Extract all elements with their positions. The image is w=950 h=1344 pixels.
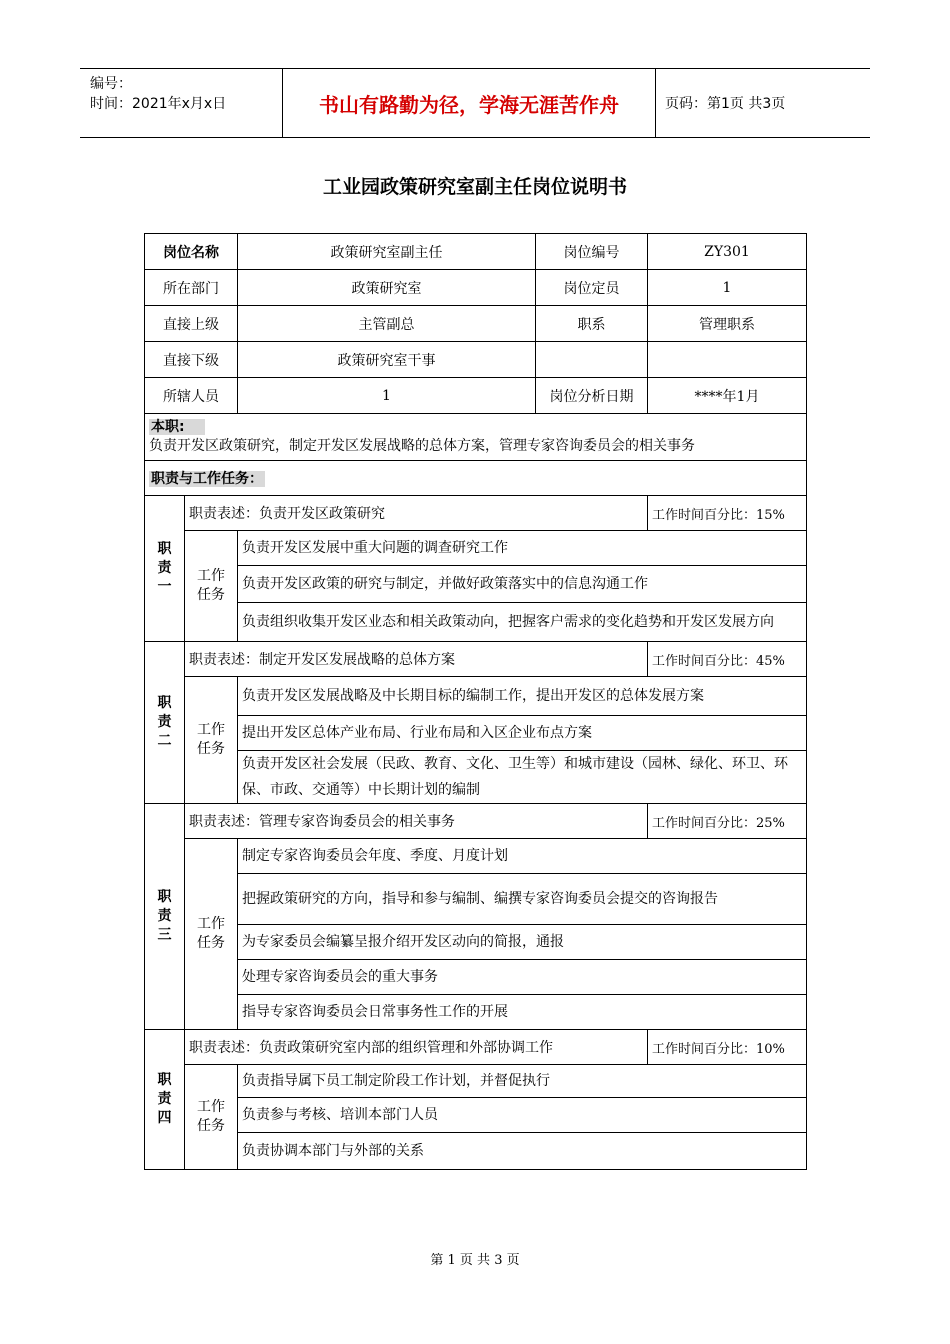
info-key: 岗位定员	[536, 270, 648, 306]
task-label: 工作 任务	[185, 1065, 238, 1170]
task-row	[145, 1098, 807, 1133]
task-item: 为专家委员会编纂呈报介绍开发区动向的简报，通报	[238, 925, 807, 960]
task-label: 工作 任务	[185, 531, 238, 642]
info-value: 政策研究室副主任	[238, 234, 536, 270]
duty-statement-row	[145, 804, 807, 839]
duty-percentage: 工作时间百分比：25%	[648, 804, 807, 839]
info-row	[145, 234, 807, 270]
task-item: 负责开发区政策的研究与制定，并做好政策落实中的信息沟通工作	[238, 566, 807, 603]
task-row	[145, 995, 807, 1030]
task-row	[145, 874, 807, 925]
task-row	[145, 1133, 807, 1170]
task-item: 制定专家咨询委员会年度、季度、月度计划	[238, 839, 807, 874]
duty-percentage: 工作时间百分比：10%	[648, 1030, 807, 1065]
page-footer: 第 1 页 共 3 页	[430, 1253, 520, 1268]
duty-statement: 职责表述：制定开发区发展战略的总体方案	[185, 642, 648, 677]
job-description-table	[144, 233, 807, 1170]
duty-summary-text: 负责开发区政策研究，制定开发区发展战略的总体方案，管理专家咨询委员会的相关事务	[149, 438, 695, 454]
info-value: 1	[238, 378, 536, 414]
info-row	[145, 378, 807, 414]
task-label: 工作 任务	[185, 839, 238, 1030]
task-item: 负责开发区发展中重大问题的调查研究工作	[238, 531, 807, 566]
info-row	[145, 270, 807, 306]
task-row	[145, 677, 807, 716]
duty-statement: 职责表述：负责政策研究室内部的组织管理和外部协调工作	[185, 1030, 648, 1065]
task-item: 负责组织收集开发区业态和相关政策动向，把握客户需求的变化趋势和开发区发展方向	[238, 603, 807, 642]
info-value: 政策研究室	[238, 270, 536, 306]
task-row	[145, 751, 807, 804]
duty-statement: 职责表述：管理专家咨询委员会的相关事务	[185, 804, 648, 839]
info-value: 1	[648, 270, 807, 306]
info-key: 直接下级	[145, 342, 238, 378]
info-value: 政策研究室干事	[238, 342, 536, 378]
task-item: 指导专家咨询委员会日常事务性工作的开展	[238, 995, 807, 1030]
info-key: 所在部门	[145, 270, 238, 306]
task-row	[145, 960, 807, 995]
page-info: 页码：第1页 共3页	[665, 96, 786, 112]
motto: 书山有路勤为径，学海无涯苦作舟	[282, 69, 656, 137]
task-item: 提出开发区总体产业布局、行业布局和入区企业布点方案	[238, 716, 807, 751]
info-key: 岗位分析日期	[536, 378, 648, 414]
info-value	[648, 342, 807, 378]
task-item: 负责协调本部门与外部的关系	[238, 1133, 807, 1170]
info-value: 管理职系	[648, 306, 807, 342]
duty-statement: 职责表述：负责开发区政策研究	[185, 496, 648, 531]
duty-label: 职 责 二	[145, 642, 185, 804]
task-row	[145, 531, 807, 566]
task-row	[145, 566, 807, 603]
header-left	[80, 69, 282, 137]
number-label: 编号：	[90, 76, 132, 92]
task-item: 负责开发区发展战略及中长期目标的编制工作，提出开发区的总体发展方案	[238, 677, 807, 716]
duty-summary-row	[145, 414, 807, 461]
info-value: 主管副总	[238, 306, 536, 342]
info-key: 岗位名称	[145, 234, 238, 270]
duty-percentage: 工作时间百分比：15%	[648, 496, 807, 531]
responsibilities-header-row	[145, 461, 807, 496]
document-title: 工业园政策研究室副主任岗位说明书	[322, 176, 627, 198]
duty-label: 职 责 四	[145, 1030, 185, 1170]
info-key: 直接上级	[145, 306, 238, 342]
task-row	[145, 925, 807, 960]
task-item: 处理专家咨询委员会的重大事务	[238, 960, 807, 995]
duty-label: 职 责 三	[145, 804, 185, 1030]
task-item: 负责参与考核、培训本部门人员	[238, 1098, 807, 1133]
task-row	[145, 839, 807, 874]
duty-statement-row	[145, 496, 807, 531]
info-key: 岗位编号	[536, 234, 648, 270]
duty-percentage: 工作时间百分比：45%	[648, 642, 807, 677]
info-value: ****年1月	[648, 378, 807, 414]
task-row	[145, 716, 807, 751]
responsibilities-header: 职责与工作任务：	[151, 471, 263, 487]
task-label: 工作 任务	[185, 677, 238, 804]
duty-summary-label: 本职:	[151, 419, 185, 435]
date-label: 时间：2021年x月x日	[90, 96, 227, 112]
info-row	[145, 342, 807, 378]
info-key	[536, 342, 648, 378]
info-value: ZY301	[648, 234, 807, 270]
info-key: 所辖人员	[145, 378, 238, 414]
task-row	[145, 603, 807, 642]
task-item: 负责开发区社会发展（民政、教育、文化、卫生等）和城市建设（园林、绿化、环卫、环保、市政、交通等）中长期计划的编制	[238, 751, 807, 804]
info-key: 职系	[536, 306, 648, 342]
duty-label: 职 责 一	[145, 496, 185, 642]
task-item: 负责指导属下员工制定阶段工作计划，并督促执行	[238, 1065, 807, 1098]
duty-statement-row	[145, 642, 807, 677]
duty-statement-row	[145, 1030, 807, 1065]
task-row	[145, 1065, 807, 1098]
info-row	[145, 306, 807, 342]
task-item: 把握政策研究的方向，指导和参与编制、编撰专家咨询委员会提交的咨询报告	[238, 874, 807, 925]
page-header	[80, 68, 870, 138]
